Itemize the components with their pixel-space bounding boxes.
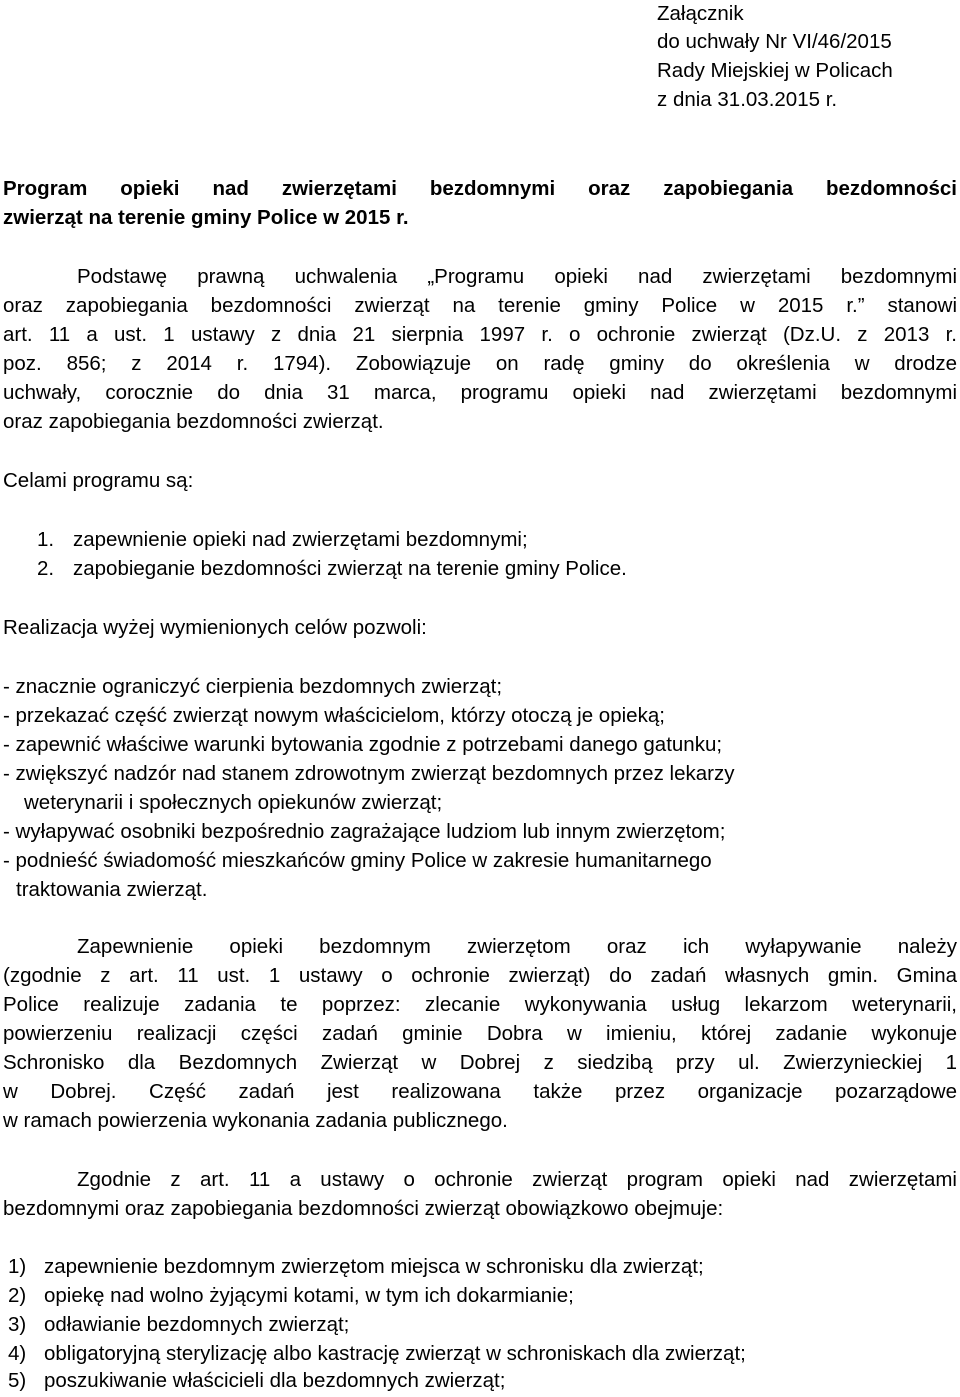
list-item: [37, 525, 528, 554]
bullet-line: - wyłapywać osobniki bezpośrednio zagrażające ludziom lub innym zwierzętom;: [3, 820, 726, 843]
realization-heading: Realizacja wyżej wymienionych celów pozwoli:: [3, 616, 427, 639]
paragraph-line: art. 11 a ust. 1 ustawy z dnia 21 sierpnia 1997 r. o ochronie zwierząt (Dz.U. z 2013 r.: [3, 323, 957, 346]
list-number: 3): [8, 1313, 27, 1336]
paragraph-line: oraz zapobiegania bezdomności zwierząt na terenie gminy Police w 2015 r.” stanowi: [3, 294, 957, 317]
title-line: zwierząt na terenie gminy Police w 2015 r.: [3, 206, 409, 229]
list-number: 1.: [37, 528, 55, 551]
paragraph-line: w ramach powierzenia wykonania zadania publicznego.: [3, 1109, 508, 1132]
paragraph-line: w Dobrej. Część zadań jest realizowana także przez organizacje pozarządowe: [3, 1080, 957, 1103]
bullet-line: - zwiększyć nadzór nad stanem zdrowotnym zwierząt bezdomnych przez lekarzy: [3, 762, 735, 785]
list-item: [8, 1366, 505, 1395]
list-number: 2.: [37, 557, 55, 580]
paragraph-line: powierzeniu realizacji części zadań gminie Dobra w imieniu, której zadanie wykonuje: [3, 1022, 957, 1045]
list-item: [8, 1281, 574, 1310]
list-item: [37, 554, 627, 583]
list-text: zapobieganie bezdomności zwierząt na terenie gminy Police.: [73, 557, 627, 580]
header-line: do uchwały Nr VI/46/2015: [657, 30, 892, 53]
title-line: Program opieki nad zwierzętami bezdomnymi oraz zapobiegania bezdomności: [3, 177, 957, 200]
header-line: Rady Miejskiej w Policach: [657, 59, 893, 82]
list-number: 1): [8, 1255, 27, 1278]
goals-heading: Celami programu są:: [3, 469, 194, 492]
paragraph-line: (zgodnie z art. 11 ust. 1 ustawy o ochronie zwierząt) do zadań własnych gmin. Gmina: [3, 964, 957, 987]
bullet-line: - zapewnić właściwe warunki bytowania zgodnie z potrzebami danego gatunku;: [3, 733, 723, 756]
paragraph-line: Zapewnienie opieki bezdomnym zwierzętom oraz ich wyłapywanie należy: [77, 935, 957, 958]
paragraph-line: bezdomnymi oraz zapobiegania bezdomności zwierząt obowiązkowo obejmuje:: [3, 1197, 724, 1220]
list-number: 4): [8, 1342, 27, 1365]
bullet-line: traktowania zwierząt.: [16, 878, 208, 901]
list-item: [8, 1252, 704, 1281]
bullet-line: - przekazać część zwierząt nowym właścicielom, którzy otoczą je opieką;: [3, 704, 665, 727]
list-text: obligatoryjną sterylizację albo kastrację zwierząt w schroniskach dla zwierząt;: [44, 1342, 746, 1365]
list-text: odławianie bezdomnych zwierząt;: [44, 1313, 350, 1336]
paragraph-line: Zgodnie z art. 11 a ustawy o ochronie zwierząt program opieki nad zwierzętami: [77, 1168, 957, 1191]
paragraph-line: poz. 856; z 2014 r. 1794). Zobowiązuje on radę gminy do określenia w drodze: [3, 352, 957, 375]
list-number: 2): [8, 1284, 27, 1307]
list-text: zapewnienie bezdomnym zwierzętom miejsca w schronisku dla zwierząt;: [44, 1255, 704, 1278]
header-line: z dnia 31.03.2015 r.: [657, 88, 838, 111]
bullet-line: - podnieść świadomość mieszkańców gminy Police w zakresie humanitarnego: [3, 849, 712, 872]
list-text: opiekę nad wolno żyjącymi kotami, w tym ich dokarmianie;: [44, 1284, 574, 1307]
paragraph-line: Schronisko dla Bezdomnych Zwierząt w Dobrej z siedzibą przy ul. Zwierzynieckiej 1: [3, 1051, 957, 1074]
paragraph-line: Police realizuje zadania te poprzez: zlecanie wykonywania usług lekarzom weterynarii,: [3, 993, 957, 1016]
paragraph-line: Podstawę prawną uchwalenia „Programu opieki nad zwierzętami bezdomnymi: [77, 265, 957, 288]
bullet-line: weterynarii i społecznych opiekunów zwierząt;: [24, 791, 443, 814]
list-text: zapewnienie opieki nad zwierzętami bezdomnymi;: [73, 528, 528, 551]
list-item: [8, 1310, 349, 1339]
paragraph-line: uchwały, corocznie do dnia 31 marca, programu opieki nad zwierzętami bezdomnymi: [3, 381, 957, 404]
paragraph-line: oraz zapobiegania bezdomności zwierząt.: [3, 410, 384, 433]
list-item: [8, 1339, 746, 1368]
list-number: 5): [8, 1369, 27, 1392]
header-line: Załącznik: [657, 2, 744, 25]
bullet-line: - znacznie ograniczyć cierpienia bezdomnych zwierząt;: [3, 675, 503, 698]
list-text: poszukiwanie właścicieli dla bezdomnych zwierząt;: [44, 1369, 506, 1392]
